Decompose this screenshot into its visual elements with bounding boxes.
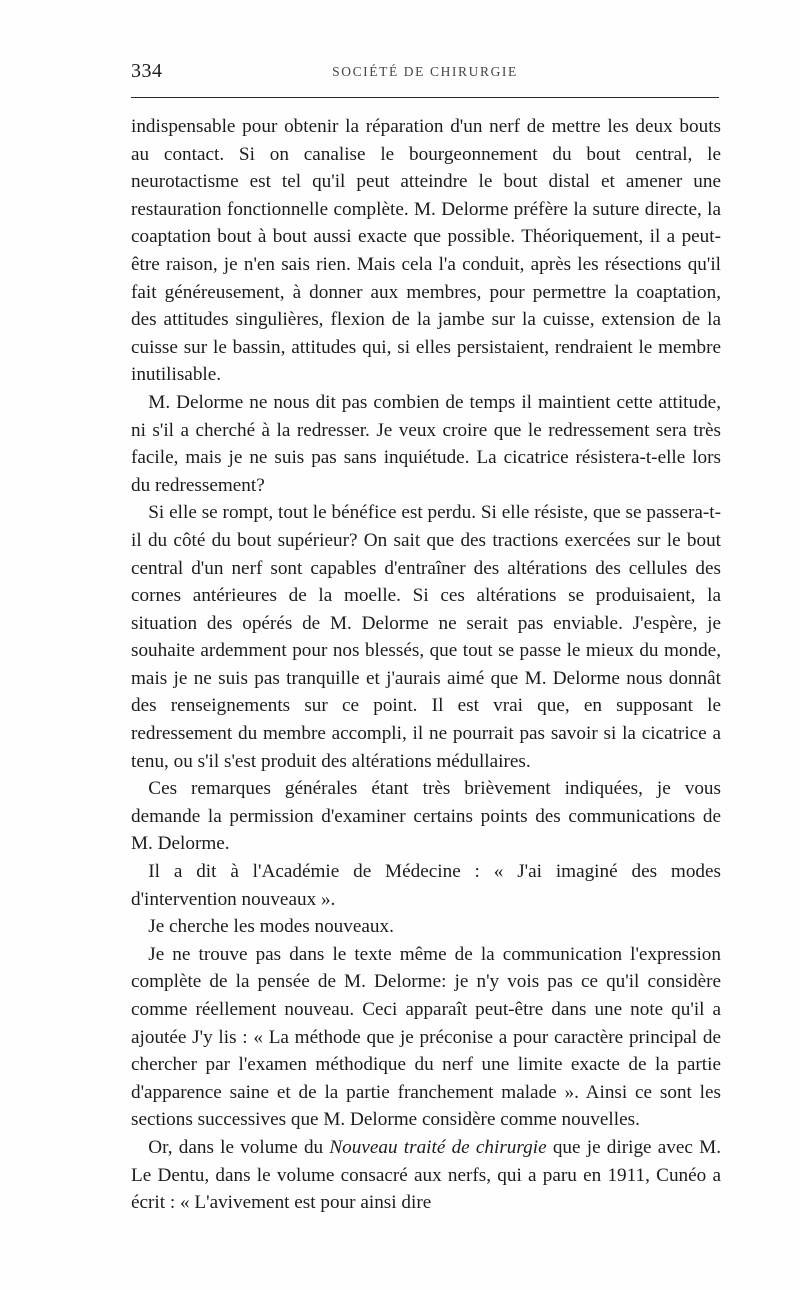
paragraph-text: Or, dans le volume du: [148, 1136, 330, 1158]
running-title: SOCIÉTÉ DE CHIRURGIE: [332, 64, 518, 79]
paragraph: indispensable pour obtenir la réparation d'un nerf de mettre les deux bouts au contact. Si on canalise le bourgeonnement du bout central, le neurotactisme est tel qu'il peut atteindre le bout distal et amener une restauration fonctionnelle complète. M. Delorme préfère la suture directe, la coaptation bout à bout aussi exacte que possible. Théoriquement, il a peut-être raison, je n'en sais rien. Mais cela l'a conduit, après les résections qu'il fait généreusement, à donner aux membres, pour permettre la coaptation, des attitudes singulières, flexion de la jambe sur la cuisse, extension de la cuisse sur le bassin, attitudes qui, si elles persistaient, rendraient le membre inutilisable.: [131, 116, 721, 386]
page-number: 334: [131, 60, 163, 82]
body-text: [131, 113, 721, 1217]
paragraph: M. Delorme ne nous dit pas combien de temps il maintient cette attitude, ni s'il a cherché à la redresser. Je veux croire que le redressement sera très facile, mais je ne suis pas sans inquiétude. La cicatrice résistera-t-elle lors du redressement?: [131, 391, 721, 496]
paragraph-text: que je dirige avec M. Le Dentu, dans le volume consacré aux nerfs, qui a paru en 1911, Cunéo a écrit : « L'avivement est pour ainsi dire: [131, 1136, 721, 1214]
paragraph: Ces remarques générales étant très brièvement indiquées, je vous demande la permission d'examiner certains points des communications de M. Delorme.: [131, 778, 721, 855]
paragraph: Je ne trouve pas dans le texte même de la communication l'expression complète de la pensée de M. Delorme: je n'y vois pas ce qu'il considère comme réellement nouveau. Ceci apparaît peut-être dans une note qu'il a ajoutée J'y lis : « La méthode que je préconise a pour caractère principal de chercher par l'examen méthodique du nerf une limite exacte de la partie d'apparence saine et de la partie franchement malade ». Ainsi ce sont les sections successives que M. Delorme considère comme nouvelles.: [131, 943, 721, 1131]
header-rule: [131, 97, 719, 98]
paragraph: Je cherche les modes nouveaux.: [148, 916, 394, 938]
paragraph: Si elle se rompt, tout le bénéfice est perdu. Si elle résiste, que se passera-t-il du côté du bout supérieur? On sait que des tractions exercées sur le bout central d'un nerf sont capables d'entraîner des altérations des cellules des cornes antérieures de la moelle. Si ces altérations se produisaient, la situation des opérés de M. Delorme ne serait pas enviable. J'espère, je souhaite ardemment pour nos blessés, que tout se passe le mieux du monde, mais je ne suis pas tranquille et j'aurais aimé que M. Delorme nous donnât des renseignements sur ce point. Il est vrai que, en supposant le redressement du membre accompli, il ne pourrait pas savoir si la cicatrice a tenu, ou s'il s'est produit des altérations médullaires.: [131, 502, 721, 772]
paragraph: [131, 1134, 721, 1217]
book-title: Nouveau traité de chirurgie: [329, 1136, 547, 1158]
paragraph: Il a dit à l'Académie de Médecine : « J'ai imaginé des modes d'intervention nouveaux ».: [131, 861, 721, 910]
page-header: [131, 60, 719, 90]
